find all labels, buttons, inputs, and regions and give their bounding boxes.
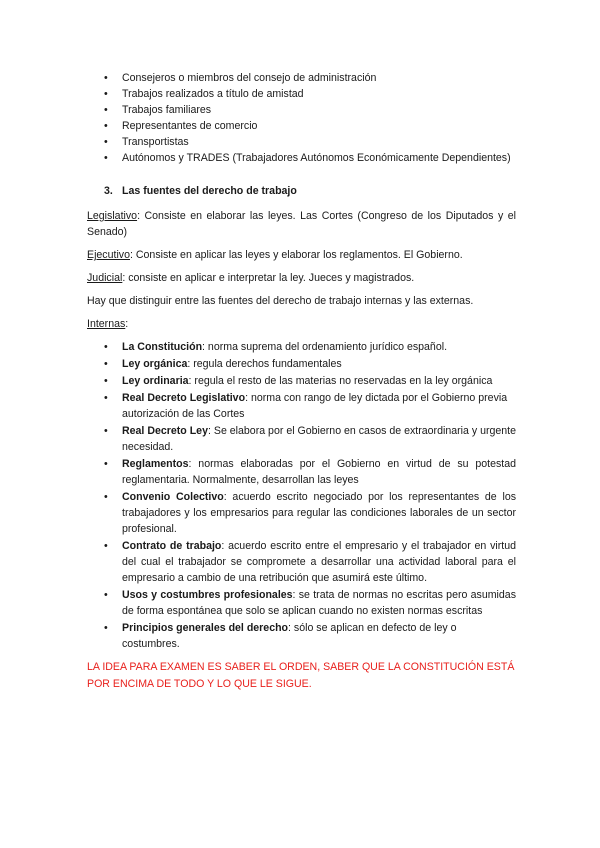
list-item — [87, 538, 516, 586]
list-item: • Representantes de comercio — [87, 118, 516, 134]
source-definition: : norma con rango de ley dictada por el Gobierno previa autorización de las Cortes — [122, 392, 508, 420]
term-legislativo: Legislativo — [87, 210, 138, 222]
exam-note: LA IDEA PARA EXAMEN ES SABER EL ORDEN, SABER QUE LA CONSTITUCIÓN ESTÁ POR ENCIMA DE TODO Y LO QUE LE SIGUE. — [87, 661, 515, 690]
worker-exclusion-list — [87, 70, 516, 166]
list-item: • Trabajos familiares — [87, 102, 516, 118]
list-item — [87, 489, 516, 537]
internal-sources-list — [87, 339, 516, 652]
paragraph-judicial — [87, 270, 516, 286]
source-term: Real Decreto Legislativo — [122, 392, 246, 404]
term-judicial: Judicial — [87, 272, 123, 284]
list-item — [87, 373, 516, 389]
internas-label: Internas — [87, 318, 126, 330]
list-item: • Trabajos realizados a título de amistad — [87, 86, 516, 102]
term-ejecutivo: Ejecutivo — [87, 249, 130, 261]
source-term: Principios generales del derecho — [122, 622, 289, 634]
list-item — [87, 620, 516, 652]
section-title: Las fuentes del derecho de trabajo — [122, 185, 297, 197]
source-term: Reglamentos — [122, 458, 189, 470]
list-item: • Autónomos y TRADES (Trabajadores Autónomos Económicamente Dependientes) — [87, 150, 516, 166]
definition-legislativo: : Consiste en elaborar las leyes. Las Cortes (Congreso de los Diputados y el Senado) — [87, 210, 516, 238]
internas-colon: : — [125, 318, 129, 330]
source-term: Usos y costumbres profesionales — [122, 589, 293, 601]
definition-ejecutivo: : Consiste en aplicar las leyes y elaborar los reglamentos. El Gobierno. — [130, 249, 463, 261]
list-item — [87, 339, 516, 355]
list-item: • Consejeros o miembros del consejo de administración — [87, 70, 516, 86]
list-item — [87, 456, 516, 488]
section-heading — [87, 183, 516, 199]
source-definition: : acuerdo escrito entre el empresario y el trabajador en virtud del cual el trabajador se compromete a desarrollar una actividad laboral para el empresario a cambio de una retribución que asumirá este último. — [122, 540, 516, 584]
paragraph-distinguish: Hay que distinguir entre las fuentes del derecho de trabajo internas y las externas. — [87, 295, 474, 307]
list-item: • Transportistas — [87, 134, 516, 150]
section-number: 3. — [104, 185, 113, 197]
source-definition: : se trata de normas no escritas pero asumidas de forma espontánea que solo se aplican cuando no existen normas escritas — [122, 589, 516, 617]
source-definition: : Se elabora por el Gobierno en casos de extraordinaria y urgente necesidad. — [122, 425, 517, 453]
source-definition: : acuerdo escrito negociado por los representantes de los trabajadores y los empresarios para regular las condiciones laborales de un sector profesional. — [122, 491, 517, 535]
source-term: Contrato de trabajo — [122, 540, 222, 552]
list-item — [87, 423, 516, 455]
source-definition: : normas elaboradas por el Gobierno en virtud de su potestad reglamentaria. Normalmente, desarrollan las leyes — [122, 458, 516, 486]
source-term: Real Decreto Ley — [122, 425, 208, 437]
source-definition: : regula el resto de las materias no reservadas en la ley orgánica — [188, 375, 493, 387]
definition-judicial: : consiste en aplicar e interpretar la ley. Jueces y magistrados. — [122, 272, 415, 284]
list-item — [87, 356, 516, 372]
source-definition: : regula derechos fundamentales — [187, 358, 342, 370]
source-definition: : sólo se aplican en defecto de ley o costumbres. — [122, 622, 457, 650]
internas-label-line — [87, 316, 516, 332]
paragraph-ejecutivo — [87, 247, 516, 263]
source-term: Ley ordinaria — [122, 375, 189, 387]
source-term: Convenio Colectivo — [122, 491, 224, 503]
source-definition: : norma suprema del ordenamiento jurídico español. — [202, 341, 448, 353]
list-item — [87, 390, 516, 422]
source-term: Ley orgánica — [122, 358, 188, 370]
source-term: La Constitución — [122, 341, 203, 353]
paragraph-legislativo — [87, 208, 516, 240]
list-item — [87, 587, 516, 619]
